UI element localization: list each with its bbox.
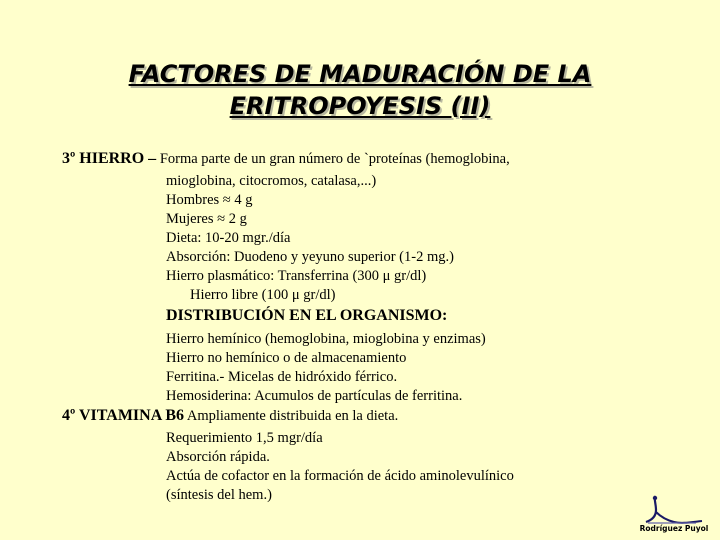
distribucion-line-1: Hierro no hemínico o de almacenamiento	[166, 350, 407, 366]
figure-logo-icon	[636, 494, 712, 526]
distribucion-line-2: Ferritina.- Micelas de hidróxido férrico.	[166, 369, 398, 385]
title-line-1: FACTORES DE MADURACIÓN DE LA	[128, 60, 592, 88]
slide-title	[0, 58, 720, 122]
vitamina-line-2: Actúa de cofactor en la formación de ácido aminolevulínico	[166, 468, 514, 484]
title-line-2: ERITROPOYESIS (II)	[229, 92, 491, 120]
vitamina-line-3: (síntesis del hem.)	[166, 487, 272, 503]
hierro-heading: 3º HIERRO –	[62, 150, 157, 167]
hierro-heading-line	[62, 150, 510, 168]
distribucion-line-3: Hemosiderina: Acumulos de partículas de ferritina.	[166, 388, 463, 404]
hierro-line-0: mioglobina, citocromos, catalasa,...)	[166, 173, 377, 189]
vitamina-line-1: Absorción rápida.	[166, 449, 270, 465]
hierro-line-1: Hombres ≈ 4 g	[166, 192, 253, 208]
vitamina-intro: Ampliamente distribuida en la dieta.	[184, 408, 399, 424]
hierro-libre: Hierro libre (100 μ gr/dl)	[190, 287, 336, 303]
hierro-intro: Forma parte de un gran número de `proteínas (hemoglobina,	[156, 151, 510, 167]
hierro-line-4: Absorción: Duodeno y yeyuno superior (1-2 mg.)	[166, 249, 454, 265]
author-logo	[636, 494, 712, 534]
hierro-line-3: Dieta: 10-20 mgr./día	[166, 230, 291, 246]
hierro-line-5: Hierro plasmático: Transferrina (300 μ gr/dl)	[166, 268, 427, 284]
logo-text: Rodríguez Puyol	[639, 524, 709, 533]
vitamina-line-0: Requerimiento 1,5 mgr/día	[166, 430, 323, 446]
distribucion-heading: DISTRIBUCIÓN EN EL ORGANISMO:	[166, 307, 448, 324]
distribucion-line-0: Hierro hemínico (hemoglobina, mioglobina y enzimas)	[166, 331, 486, 347]
vitamina-heading: 4º VITAMINA B6	[62, 407, 185, 424]
vitamina-heading-line	[62, 407, 398, 425]
hierro-line-2: Mujeres ≈ 2 g	[166, 211, 247, 227]
